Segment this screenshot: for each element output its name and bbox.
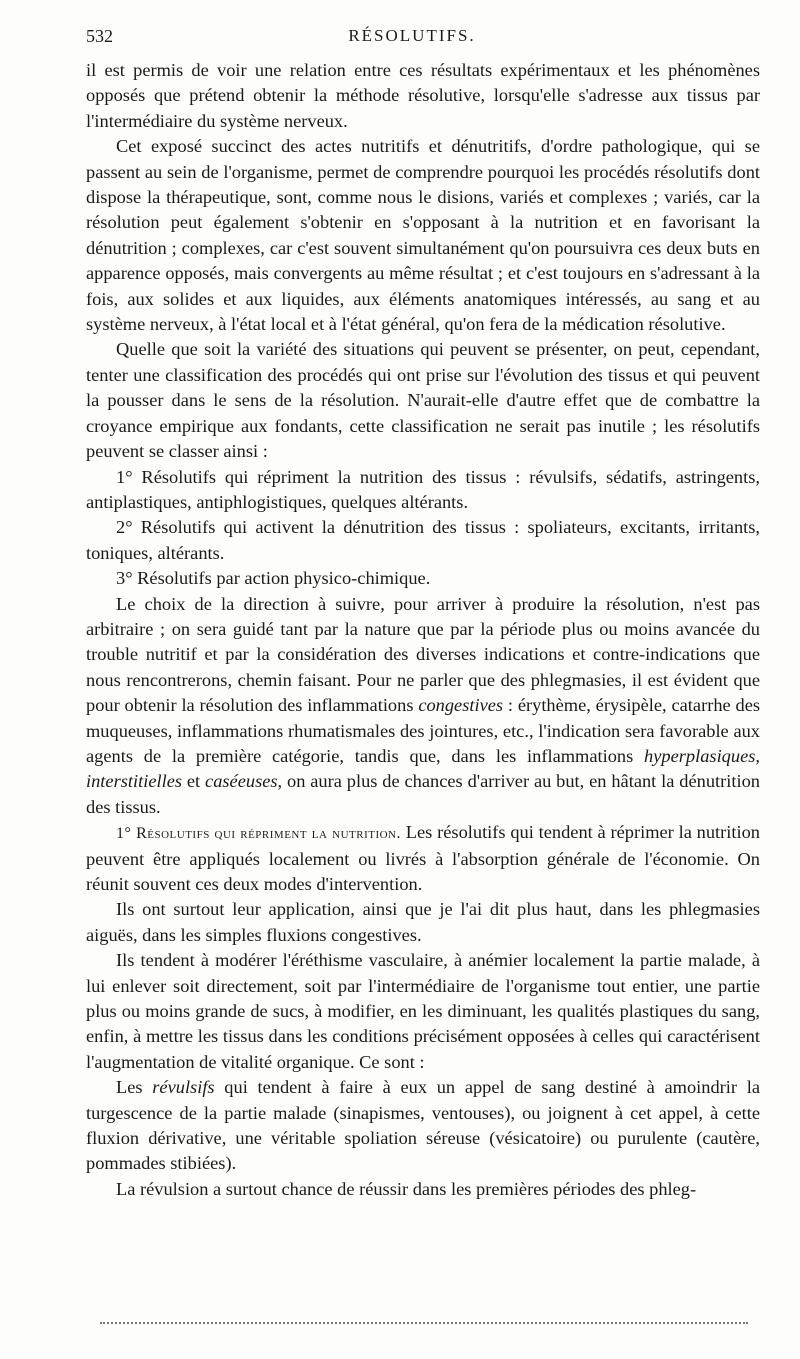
classification-item: 1° Résolutifs qui répriment la nutrition des tissus : révulsifs, sédatifs, astringents, antiplastiques, antiphlogistiques, quelques altérants.	[86, 466, 760, 512]
classification-item: 3° Résolutifs par action physico-chimique.	[116, 568, 431, 589]
paragraph: Le choix de la direction à suivre, pour arriver à produire la résolution, n'est pas arbitraire ; on sera guidé tant par la nature que par la période plus ou moins avancée du trouble nutritif et par la considération des diverses indications et contre-indications que nous rencontrerons, chemin faisant. Pour ne parler que des phlegmasies, il est évident que pour obtenir la résolution des inflammations congestives : érythème, érysipèle, catarrhe des muqueuses, inflammations rhumatismales des jointures, etc., l'indication sera favorable aux agents de la première catégorie, tandis que, dans les inflammations hyperplasiques, interstitielles et caséeuses, on aura plus de chances d'arriver au but, en hâtant la dénutrition des tissus.	[86, 593, 761, 817]
section-heading: 1° Résolutifs qui répriment la nutrition.	[116, 825, 401, 843]
paragraph: La révulsion a surtout chance de réussir dans les premières périodes des phleg-	[116, 1178, 697, 1199]
emphasis: caséeuses	[205, 771, 278, 792]
footer-dotted-rule	[100, 1322, 748, 1324]
body-text	[86, 58, 760, 1202]
paragraph: Quelle que soit la variété des situations qui peuvent se présenter, on peut, cependant, tenter une classification des procédés qui ont prise sur l'évolution des tissus et qui peuvent la pousser dans le sens de la résolution. N'aurait-elle d'autre effet que de combattre la croyance empirique aux fondants, cette classification ne serait pas inutile ; les résolutifs peuvent se classer ainsi :	[86, 339, 760, 462]
page-header	[86, 26, 738, 50]
section-paragraph: 1° Résolutifs qui répriment la nutrition. Les résolutifs qui tendent à réprimer la nutrition peuvent être appliqués localement ou livrés à l'absorption générale de l'économie. On réunit souvent ces deux modes d'intervention.	[86, 822, 760, 894]
paragraph: Cet exposé succinct des actes nutritifs et dénutritifs, d'ordre pathologique, qui se passent au sein de l'organisme, permet de comprendre pourquoi les procédés résolutifs dont dispose la thérapeutique, sont, comme nous le disions, variés et complexes ; variés, car la résolution peut également s'obtenir en s'opposant à la nutrition et en favorisant la dénutrition ; complexes, car c'est souvent simultanément qu'on poursuivra ces deux buts en apparence opposés, mais convergents au même résultat ; et c'est toujours en s'adressant à la fois, aux solides et aux liquides, aux éléments anatomiques intéressés, au sang et au système nerveux, à l'état local et à l'état général, qu'on fera de la médication résolutive.	[86, 136, 760, 335]
running-title: RÉSOLUTIFS.	[348, 26, 476, 45]
emphasis: hyperplasiques, interstitielles	[86, 745, 760, 792]
paragraph: il est permis de voir une relation entre ces résultats expérimentaux et les phénomènes opposés que prétend obtenir la méthode résolutive, lorsqu'elle s'adresse aux tissus par l'intermédiaire du système nerveux.	[86, 60, 760, 131]
paragraph: Ils tendent à modérer l'éréthisme vasculaire, à anémier localement la partie malade, à lui enlever soit directement, soit par l'intermédiaire de l'organisme tout entier, une partie plus ou moins grande de sucs, à modifier, en les diminuant, les qualités plastiques du sang, enfin, à mettre les tissus dans les conditions précisément opposées à celles qui caractérisent l'augmentation de vitalité organique. Ce sont :	[86, 950, 760, 1072]
page-number: 532	[86, 26, 113, 46]
emphasis: révulsifs	[152, 1077, 215, 1098]
emphasis: congestives	[418, 695, 504, 716]
classification-item: 2° Résolutifs qui activent la dénutrition des tissus : spoliateurs, excitants, irritants, toniques, altérants.	[86, 517, 760, 563]
paragraph: Les révulsifs qui tendent à faire à eux un appel de sang destiné à amoindrir la turgescence de la partie malade (sinapismes, ventouses), ou joignent à cet appel, à cette fluxion dérivative, une véritable spoliation séreuse (vésicatoire) ou purulente (cautère, pommades stibiées).	[86, 1077, 760, 1174]
paragraph: Ils ont surtout leur application, ainsi que je l'ai dit plus haut, dans les phlegmasies aiguës, dans les simples fluxions congestives.	[86, 899, 760, 945]
